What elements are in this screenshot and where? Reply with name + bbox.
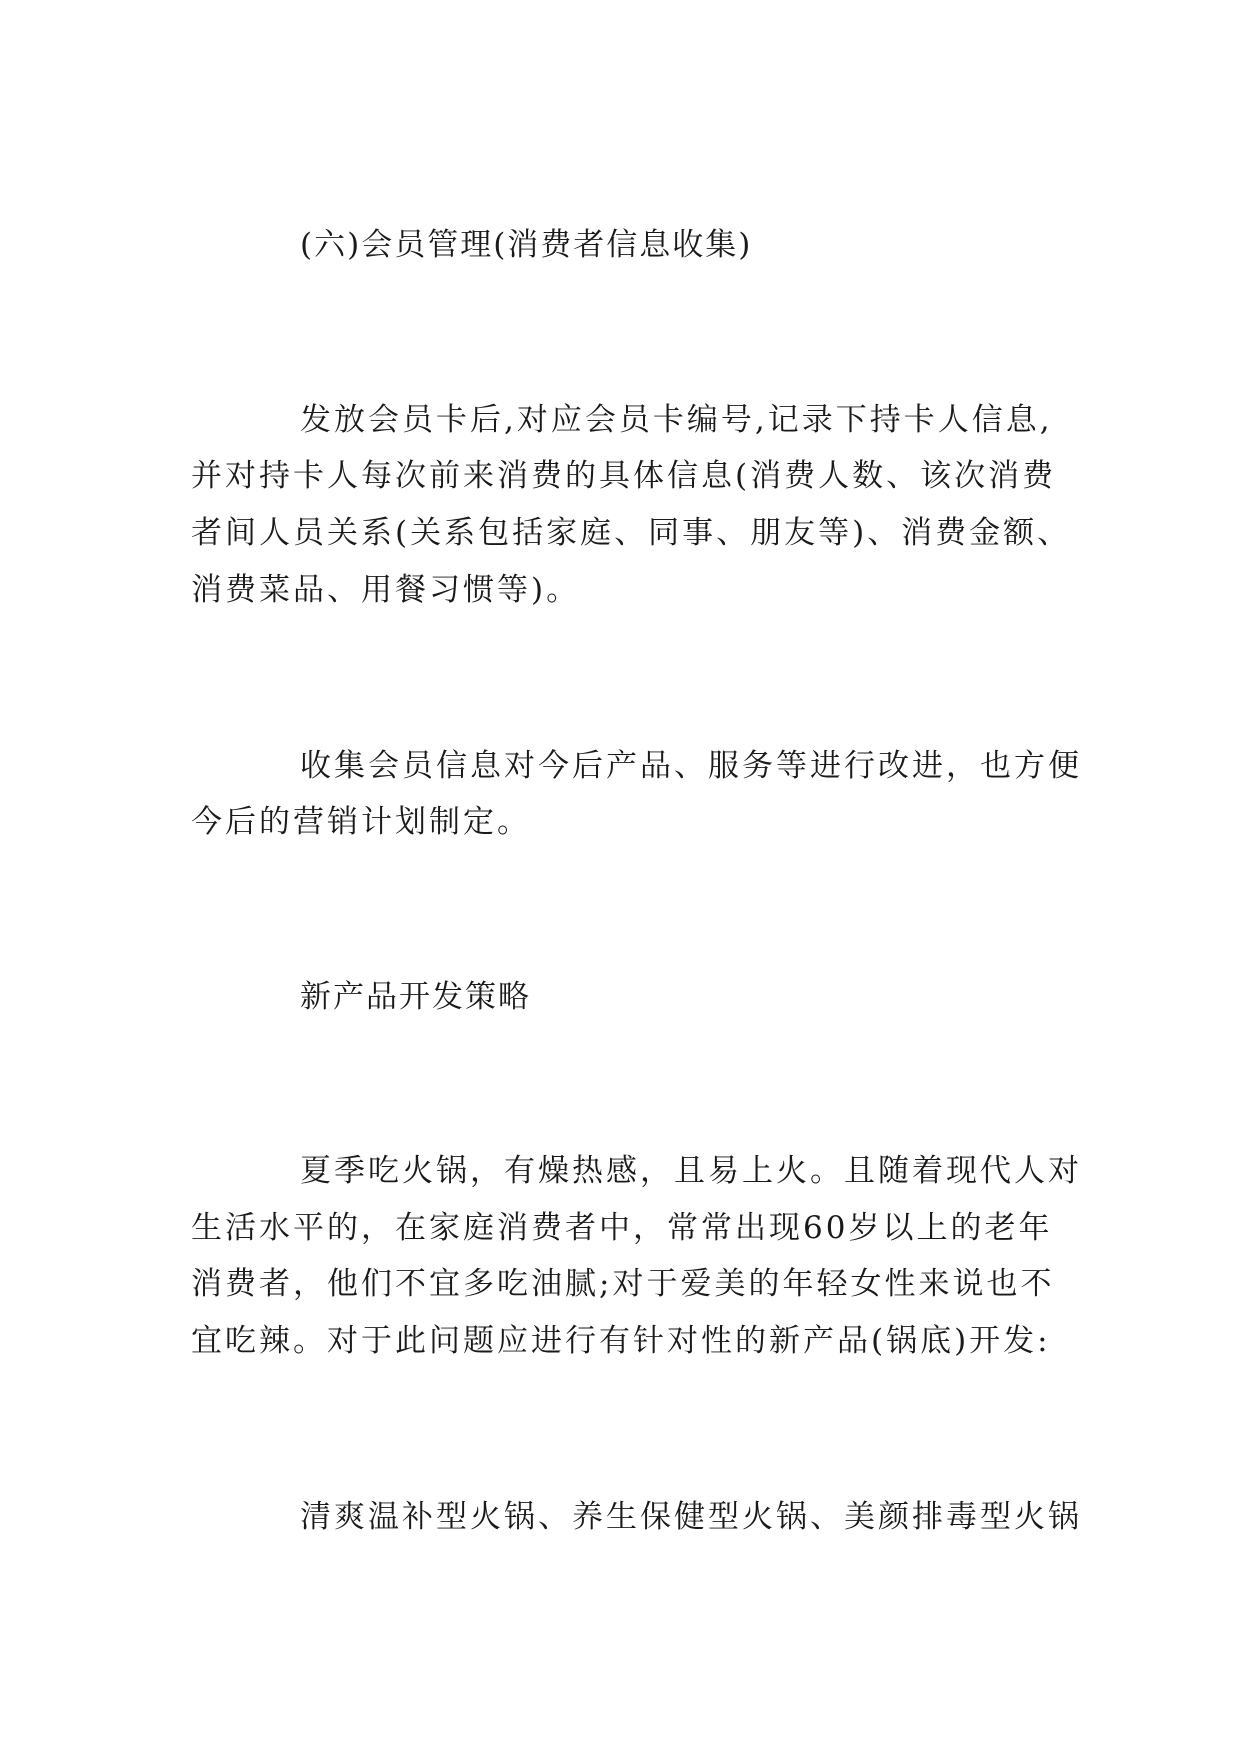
paragraph-line: 者间人员关系(关系包括家庭、同事、朋友等)、消费金额、 (191, 515, 1072, 551)
paragraph-line: 宜吃辣。对于此问题应进行有针对性的新产品(锅底)开发: (191, 1323, 1051, 1359)
paragraph-line: 清爽温补型火锅、养生保健型火锅、美颜排毒型火锅 (300, 1499, 1082, 1535)
paragraph-line: 今后的营销计划制定。 (191, 804, 531, 840)
paragraph-line: 并对持卡人每次前来消费的具体信息(消费人数、该次消费 (191, 458, 1057, 494)
paragraph-line: 生活水平的，在家庭消费者中，常常出现60岁以上的老年 (191, 1210, 1053, 1246)
paragraph-line: 收集会员信息对今后产品、服务等进行改进，也方便 (300, 748, 1082, 784)
paragraph-line: 夏季吃火锅，有燥热感，且易上火。且随着现代人对 (300, 1153, 1082, 1189)
subheading: 新产品开发策略 (300, 979, 531, 1015)
paragraph-line: 消费菜品、用餐习惯等)。 (191, 572, 581, 608)
paragraph-line: 发放会员卡后,对应会员卡编号,记录下持卡人信息, (300, 402, 1053, 438)
section-heading: (六)会员管理(消费者信息收集) (300, 227, 753, 263)
paragraph-line: 消费者，他们不宜多吃油腻;对于爱美的年轻女性来说也不 (191, 1266, 1055, 1302)
